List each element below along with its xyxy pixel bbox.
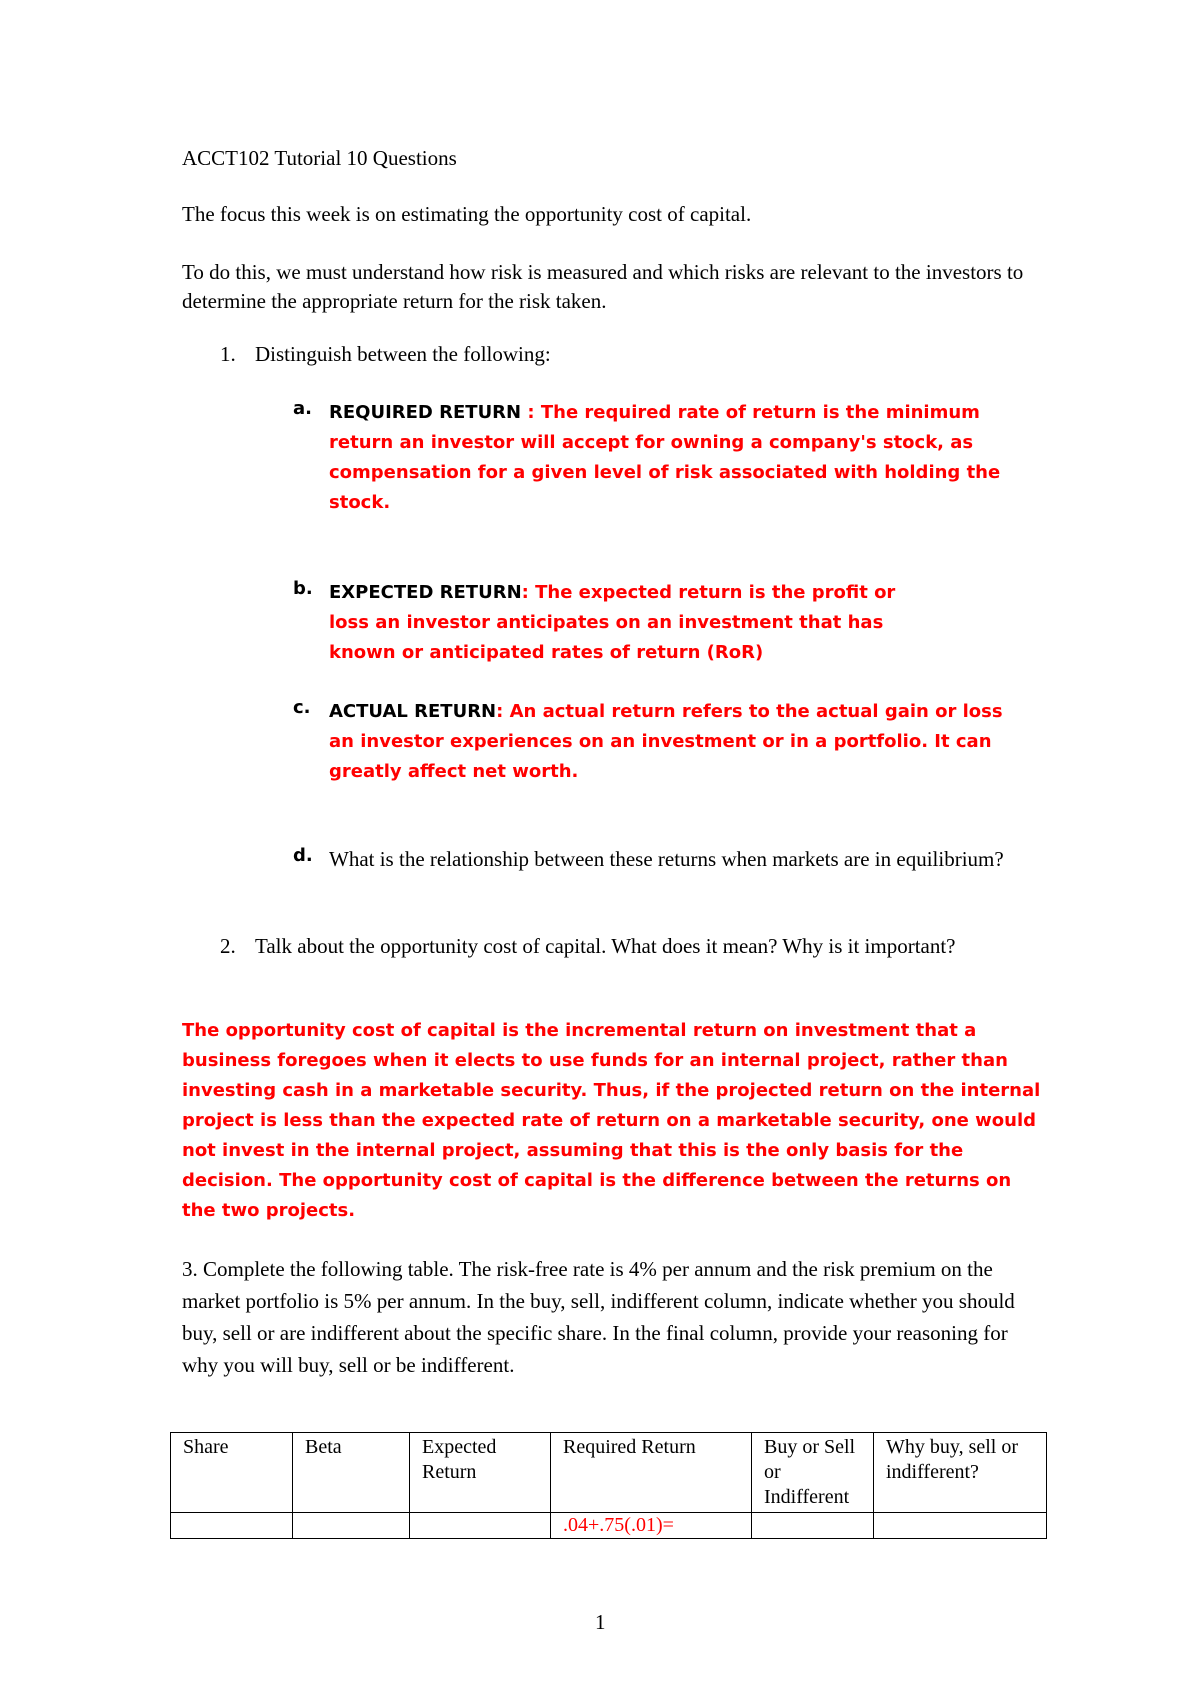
question-2-answer: The opportunity cost of capital is the incremental return on investment that a business foregoes when it elects to use funds for an internal project, rather than investing cash in a marketable security. Thus, if the projected return on the internal project is less than the expected rate of return on a marketable security, one would not invest in the internal project, assuming that this is the only basis for the decision. The opportunity cost of capital is the difference between the returns on the two projects.	[182, 1020, 1041, 1221]
header-share: Share	[171, 1433, 293, 1513]
table-row	[171, 1513, 1047, 1539]
intro-paragraph-2: To do this, we must understand how risk is measured and which risks are relevant to the investors to determine the appropriate return for the risk taken.	[182, 260, 1024, 313]
header-expected-return: Expected Return	[410, 1433, 551, 1513]
page-number: 1	[595, 1610, 606, 1634]
returns-table	[170, 1432, 1047, 1539]
item-letter: c.	[293, 697, 311, 718]
question-3-text: 3. Complete the following table. The risk-free rate is 4% per annum and the risk premium on the market portfolio is 5% per annum. In the buy, sell, indifferent column, indicate whether you should buy, sell or are indifferent about the specific share. In the final column, provide your reasoning for why you will buy, sell or be indifferent.	[182, 1257, 1015, 1377]
table-header-row	[171, 1433, 1047, 1513]
question-2-text: Talk about the opportunity cost of capital. What does it mean? Why is it important?	[255, 934, 956, 958]
document-title: ACCT102 Tutorial 10 Questions	[182, 146, 457, 170]
cell-beta[interactable]	[293, 1513, 410, 1539]
item-label: ACTUAL RETURN	[329, 701, 497, 722]
cell-why[interactable]	[874, 1513, 1047, 1539]
item-separator: :	[496, 701, 510, 722]
item-text: What is the relationship between these returns when markets are in equilibrium?	[329, 847, 1004, 871]
header-why: Why buy, sell or indifferent?	[874, 1433, 1047, 1513]
item-answer: The required rate of return is the minimum return an investor will accept for owning a company's stock, as compensation for a given level of risk associated with holding the stock.	[329, 402, 1001, 513]
cell-buy-sell[interactable]	[752, 1513, 874, 1539]
cell-required-return[interactable]: .04+.75(.01)=	[551, 1513, 752, 1539]
question-1-text: Distinguish between the following:	[255, 342, 551, 366]
item-answer: An actual return refers to the actual gain or loss an investor experiences on an investment or in a portfolio. It can greatly affect net worth.	[329, 701, 1003, 782]
item-letter: a.	[293, 398, 312, 419]
item-separator: :	[521, 582, 536, 603]
item-letter: d.	[293, 845, 313, 866]
header-beta: Beta	[293, 1433, 410, 1513]
item-answer: The expected return is the profit or loss an investor anticipates on an investment that has known or anticipated rates of return (RoR)	[329, 582, 896, 663]
question-2-number: 2.	[220, 934, 236, 958]
header-required-return: Required Return	[551, 1433, 752, 1513]
header-buy-sell-indifferent: Buy or Sell or Indifferent	[752, 1433, 874, 1513]
item-label: REQUIRED RETURN	[329, 402, 522, 423]
question-1-number: 1.	[220, 342, 236, 366]
cell-expected-return[interactable]	[410, 1513, 551, 1539]
item-separator: :	[521, 402, 541, 423]
intro-paragraph-1: The focus this week is on estimating the opportunity cost of capital.	[182, 202, 752, 226]
item-letter: b.	[293, 578, 313, 599]
cell-share[interactable]	[171, 1513, 293, 1539]
item-label: EXPECTED RETURN	[329, 582, 522, 603]
